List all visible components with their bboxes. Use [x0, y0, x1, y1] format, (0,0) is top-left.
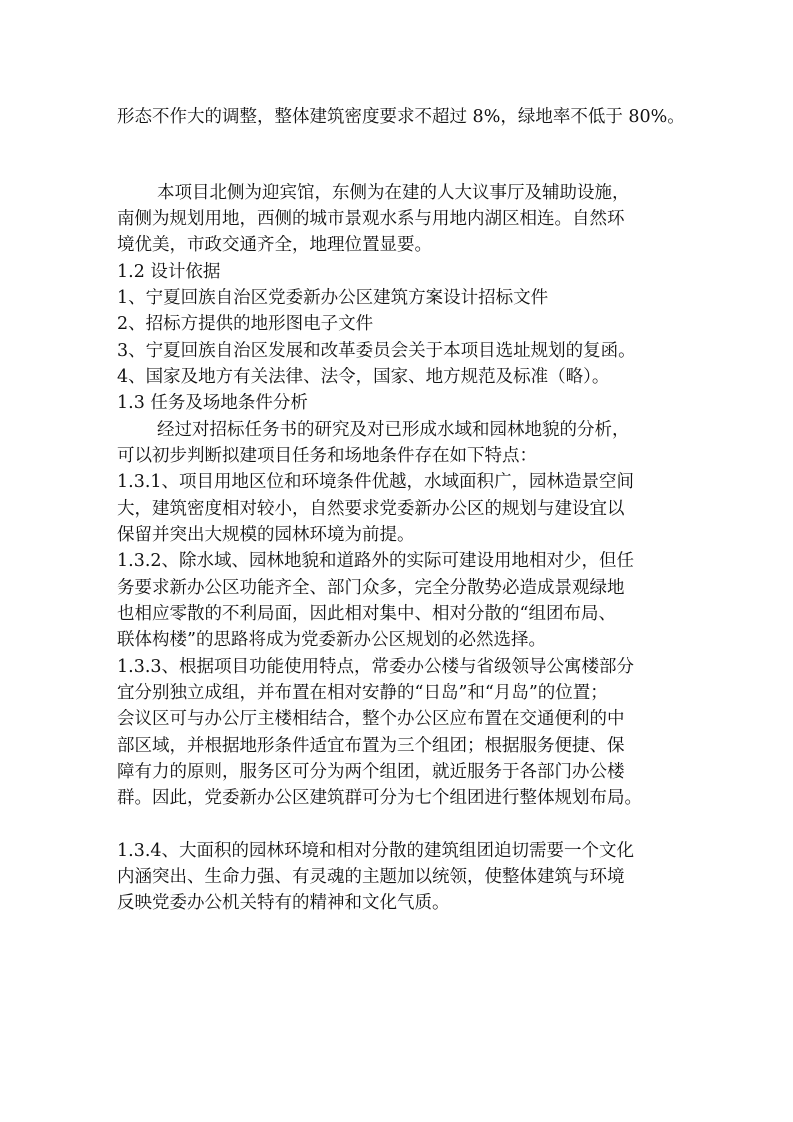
paragraph-line: 也相应零散的不利局面，因此相对集中、相对分散的“组团布局、: [117, 604, 616, 624]
paragraph-line: 部区域，并根据地形条件适宜布置为三个组团；根据服务便捷、保: [117, 736, 625, 756]
paragraph-line: 大，建筑密度相对较小，自然要求党委新办公区的规划与建设宜以: [117, 499, 625, 519]
list-item: 1、宁夏回族自治区党委新办公区建筑方案设计招标文件: [117, 288, 549, 308]
paragraph-line: 南侧为规划用地，西侧的城市景观水系与用地内湖区相连。自然环: [117, 209, 625, 229]
paragraph-line: 本项目北侧为迎宾馆，东侧为在建的人大议事厅及辅助设施，: [157, 183, 630, 203]
paragraph-line: 1.3.2、除水域、园林地貌和道路外的实际可建设用地相对少，但任: [117, 551, 635, 571]
paragraph-line: 可以初步判断拟建项目任务和场地条件存在如下特点：: [117, 446, 537, 466]
paragraph-line: 1.3.1、项目用地区位和环境条件优越，水域面积广，园林造景空间: [117, 472, 635, 492]
paragraph-line: 保留并突出大规模的园林环境为前提。: [117, 525, 415, 545]
list-item: 3、宁夏回族自治区发展和改革委员会关于本项目选址规划的复函。: [117, 341, 636, 361]
paragraph-line: 1.3.4、大面积的园林环境和相对分散的建筑组团迫切需要一个文化: [117, 841, 635, 861]
list-item: 2、招标方提供的地形图电子文件: [117, 314, 374, 334]
paragraph-line: 1.3.3、根据项目功能使用特点，常委办公楼与省级领导公寓楼部分: [117, 657, 635, 677]
paragraph-line: 群。因此，党委新办公区建筑群可分为七个组团进行整体规划布局。: [117, 788, 642, 808]
paragraph-line: 境优美，市政交通齐全，地理位置显要。: [117, 235, 432, 255]
paragraph-line: 会议区可与办公厅主楼相结合，整个办公区应布置在交通便利的中: [117, 709, 625, 729]
paragraph-line: 反映党委办公机关特有的精神和文化气质。: [117, 893, 450, 913]
paragraph-line: 形态不作大的调整，整体建筑密度要求不超过 8%，绿地率不低于 80%。: [117, 107, 685, 127]
paragraph-line: 内涵突出、生命力强、有灵魂的主题加以统领，使整体建筑与环境: [117, 867, 625, 887]
section-heading: 1.2 设计依据: [117, 262, 221, 282]
paragraph-line: 联体构楼”的思路将成为党委新办公区规划的必然选择。: [117, 630, 546, 650]
paragraph-line: 务要求新办公区功能齐全、部门众多，完全分散势必造成景观绿地: [117, 578, 625, 598]
paragraph-line: 障有力的原则，服务区可分为两个组团，就近服务于各部门办公楼: [117, 762, 625, 782]
section-heading: 1.3 任务及场地条件分析: [117, 393, 308, 413]
paragraph-line: 经过对招标任务书的研究及对已形成水域和园林地貌的分析，: [157, 420, 630, 440]
list-item: 4、国家及地方有关法律、法令，国家、地方规范及标准（略）。: [117, 367, 610, 387]
paragraph-line: 宜分别独立成组，并布置在相对安静的“日岛”和“月岛”的位置；: [117, 683, 608, 703]
